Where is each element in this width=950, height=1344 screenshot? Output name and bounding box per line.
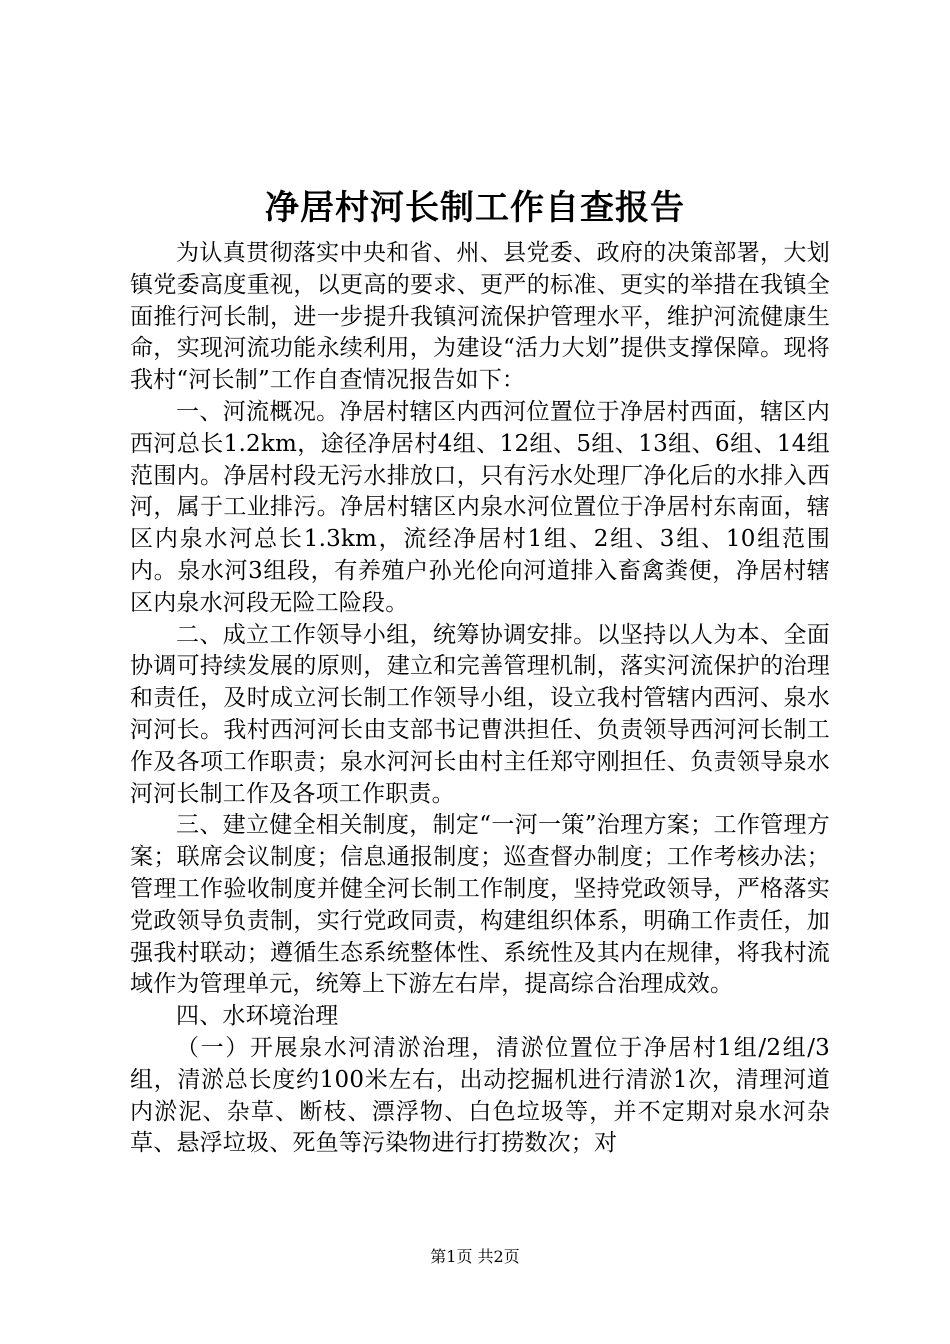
- paragraph-systems: 三、建立健全相关制度，制定“一河一策”治理方案；工作管理方案；联席会议制度；信息通报制度；巡查督办制度；工作考核办法；管理工作验收制度并健全河长制工作制度，坚持党政领导，严格落实党政领导负责制，实行党政同责，构建组织体系，明确工作责任，加强我村联动；遵循生态系统整体性、系统性及其内在规律，将我村流域作为管理单元，统筹上下游左右岸，提高综合治理成效。: [130, 812, 830, 998]
- paragraph-river-overview: 一、河流概况。净居村辖区内西河位置位于净居村西面，辖区内西河总长1.2km，途径净居村4组、12组、5组、13组、6组、14组范围内。净居村段无污水排放口，只有污水处理厂净化后的水排入西河，属于工业排污。净居村辖区内泉水河位置位于净居村东南面，辖区内泉水河总长1.3km，流经净居村1组、2组、3组、10组范围内。泉水河3组段，有养殖户孙光伦向河道排入畜禽粪便，净居村辖区内泉水河段无险工险段。: [130, 398, 830, 616]
- paragraph-dredging: （一）开展泉水河清淤治理，清淤位置位于净居村1组/2组/3组，清淤总长度约100米左右，出动挖掘机进行清淤1次，清理河道内淤泥、杂草、断枝、漂浮物、白色垃圾等，并不定期对泉水河杂草、悬浮垃圾、死鱼等污染物进行打捞数次；对: [130, 1034, 830, 1157]
- document-body: [130, 238, 830, 1160]
- page-footer: 第1页 共2页: [430, 1247, 520, 1266]
- paragraph-intro: 为认真贯彻落实中央和省、州、县党委、政府的决策部署，大划镇党委高度重视，以更高的要求、更严的标准、更实的举措在我镇全面推行河长制，进一步提升我镇河流保护管理水平，维护河流健康生命，实现河流功能永续利用，为建设“活力大划”提供支撑保障。现将我村“河长制”工作自查情况报告如下：: [130, 240, 830, 394]
- paragraph-leadership-group: 二、成立工作领导小组，统筹协调安排。以坚持以人为本、全面协调可持续发展的原则，建立和完善管理机制，落实河流保护的治理和责任，及时成立河长制工作领导小组，设立我村管辖内西河、泉水河河长。我村西河河长由支部书记曹洪担任、负责领导西河河长制工作及各项工作职责；泉水河河长由村主任郑守刚担任、负责领导泉水河河长制工作及各项工作职责。: [130, 621, 830, 807]
- document-title: 净居村河长制工作自查报告: [265, 188, 685, 228]
- section-heading-water-environment: 四、水环境治理: [176, 1003, 339, 1030]
